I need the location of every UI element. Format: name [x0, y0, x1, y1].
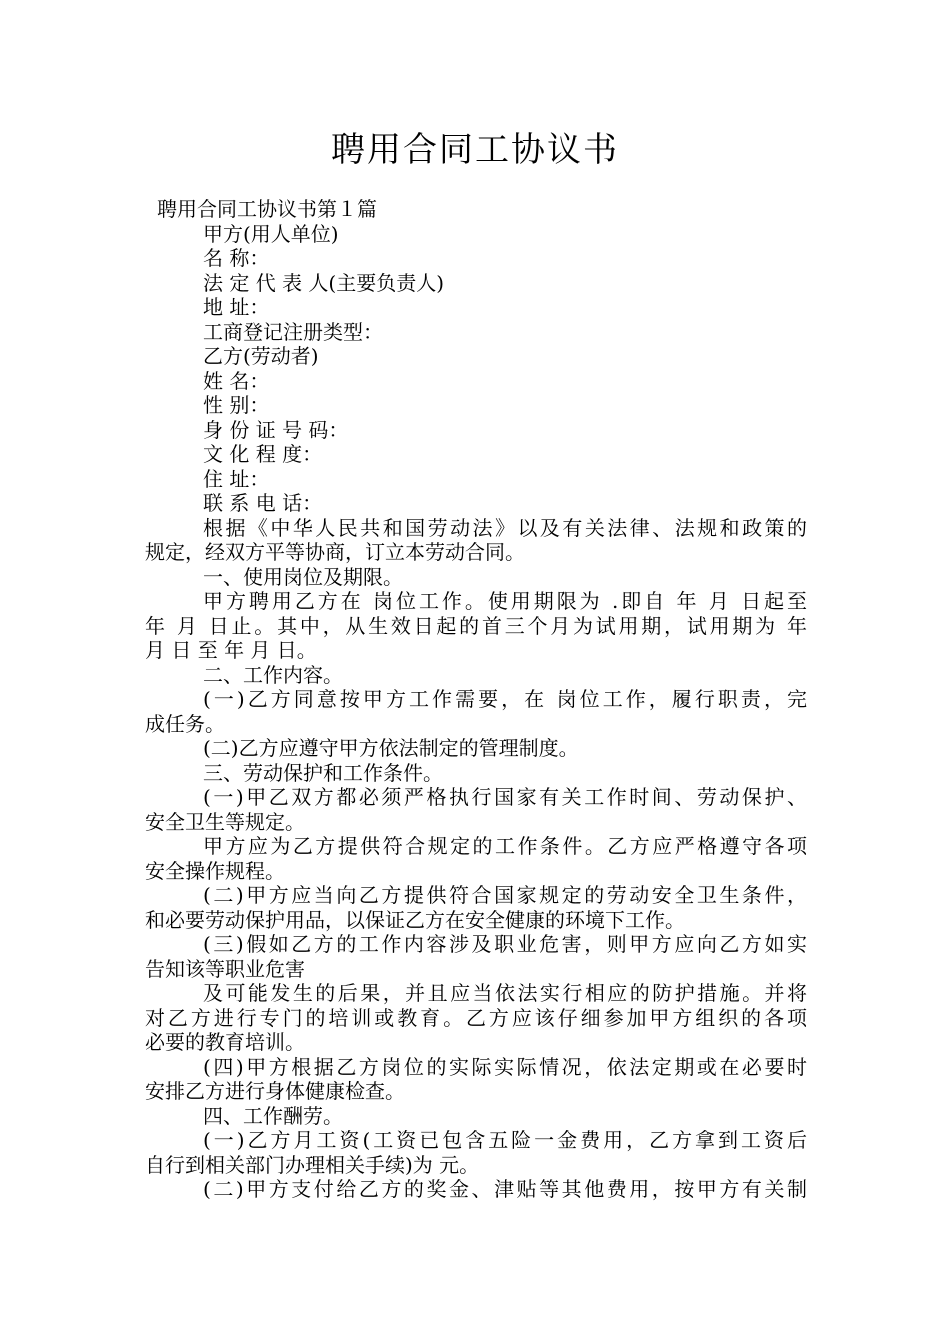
text-line: 二、工作内容。: [203, 662, 343, 687]
text-line: 聘用合同工协议书第１篇: [157, 197, 377, 221]
text-line: 安全操作规程。: [145, 858, 285, 883]
text-line: 安全卫生等规定。: [145, 809, 305, 834]
text-line: 年 月 日止。其中，从生效日起的首三个月为试用期，试用期为 年: [145, 613, 807, 638]
text-line: 甲方应为乙方提供符合规定的工作条件。乙方应严格遵守各项: [203, 834, 807, 858]
text-line: 对乙方进行专门的培训或教育。乙方应该仔细参加甲方组织的各项: [145, 1005, 807, 1030]
text-line: 名 称：: [203, 246, 270, 270]
text-line: (四)甲方根据乙方岗位的实际实际情况，依法定期或在必要时: [203, 1054, 807, 1079]
text-line: (二)甲方支付给乙方的奖金、津贴等其他费用，按甲方有关制: [203, 1177, 807, 1201]
text-line: 告知该等职业危害: [145, 956, 305, 981]
text-line: 姓 名：: [203, 368, 270, 393]
text-line: 安排乙方进行身体健康检查。: [145, 1079, 405, 1103]
text-line: 三、劳动保护和工作条件。: [203, 760, 443, 785]
text-line: (一)甲乙双方都必须严格执行国家有关工作时间、劳动保护、: [203, 785, 807, 809]
text-line: 住 址：: [203, 466, 270, 491]
text-line: 文 化 程 度：: [203, 442, 323, 466]
text-line: 自行到相关部门办理相关手续)为 元。: [145, 1152, 480, 1177]
text-line: 甲方聘用乙方在 岗位工作。使用期限为 .即自 年 月 日起至: [203, 589, 807, 613]
document-body: [145, 197, 807, 1202]
text-line: 月 日 至 年 月 日。: [145, 638, 317, 662]
document-title: 聘用合同工协议书: [331, 130, 619, 170]
text-line: 甲方(用人单位): [203, 221, 339, 246]
text-line: 乙方(劳动者): [203, 344, 319, 368]
text-line: (一)乙方月工资(工资已包含五险一金费用，乙方拿到工资后: [203, 1128, 807, 1152]
text-line: 地 址：: [203, 295, 270, 319]
text-line: 四、工作酬劳。: [203, 1103, 343, 1128]
text-line: 一、使用岗位及期限。: [203, 564, 403, 589]
text-line: 成任务。: [145, 711, 225, 736]
text-line: 身 份 证 号 码：: [203, 417, 349, 442]
text-line: 性 别：: [203, 393, 270, 417]
text-line: (二)甲方应当向乙方提供符合国家规定的劳动安全卫生条件，: [203, 883, 807, 907]
text-line: 根据《中华人民共和国劳动法》以及有关法律、法规和政策的: [203, 515, 807, 540]
text-line: 法 定 代 表 人(主要负责人): [203, 270, 445, 295]
text-line: 联 系 电 话：: [203, 491, 323, 515]
text-line: (一)乙方同意按甲方工作需要，在 岗位工作，履行职责，完: [203, 687, 807, 711]
text-line: 工商登记注册类型：: [203, 319, 383, 344]
text-line: 和必要劳动保护用品，以保证乙方在安全健康的环境下工作。: [145, 907, 685, 932]
text-line: (三)假如乙方的工作内容涉及职业危害，则甲方应向乙方如实: [203, 932, 807, 956]
text-line: 规定，经双方平等协商，订立本劳动合同。: [145, 540, 525, 564]
text-line: 必要的教育培训。: [145, 1030, 305, 1054]
text-line: (二)乙方应遵守甲方依法制定的管理制度。: [203, 736, 579, 760]
text-line: 及可能发生的后果，并且应当依法实行相应的防护措施。并将: [203, 981, 807, 1005]
